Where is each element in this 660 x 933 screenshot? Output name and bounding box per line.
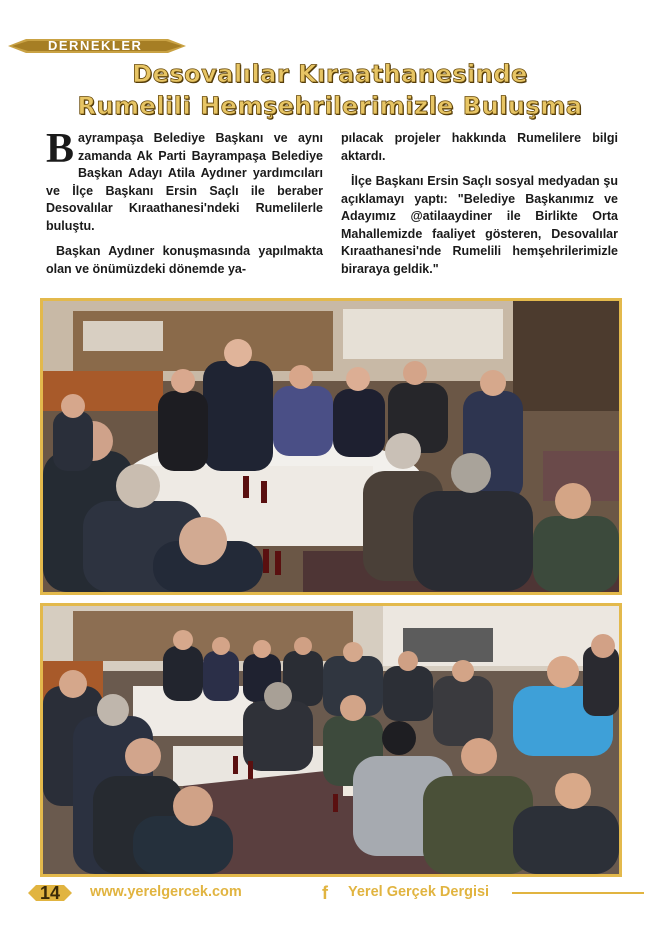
meeting-photo-1 xyxy=(40,298,622,595)
article-column-1 xyxy=(46,126,323,290)
magazine-name: Yerel Gerçek Dergisi xyxy=(348,884,490,900)
paragraph-text: ayrampaşa Belediye Başkanı ve aynı zamanda Ak Parti Bayrampaşa Belediye Başkan Adayı Atila Aydıner yardımcıları ve İlçe Başkanı Ersin Saçlı ile beraber Desovalılar Kıraathanesi'ndeki Rumelilerle buluştu. xyxy=(46,131,323,233)
headline xyxy=(20,58,640,122)
section-label: DERNEKLER xyxy=(48,38,143,53)
article-paragraph: Başkan Aydıner konuşmasında yapılmakta olan ve önümüzdeki dönemde ya- xyxy=(46,244,323,276)
headline-line-2: Rumelili Hemşehrilerimizle Buluşma xyxy=(77,92,583,120)
headline-line-1: Desovalılar Kıraathanesinde xyxy=(132,60,528,88)
article-column-2 xyxy=(341,130,618,290)
article-body xyxy=(46,126,618,290)
article-paragraph: pılacak projeler hakkında Rumelilere bilgi aktardı. xyxy=(341,131,618,163)
dropcap: B xyxy=(46,126,75,172)
article-paragraph: İlçe Başkanı Ersin Saçlı sosyal medyadan şu açıklamayı yaptı: "Belediye Başkanımız ve Adayımız @atilaaydiner ile Birlikte Orta Mahallemizde faaliyet gösteren, Desovalılar Kıraathanesi'nde Rumelili hemşehrilerimizle biraraya geldik." xyxy=(341,174,618,276)
meeting-photo-2-image xyxy=(43,606,619,874)
section-tag xyxy=(8,36,186,56)
facebook-icon[interactable]: f xyxy=(322,883,328,903)
meeting-photo-1-image xyxy=(43,301,619,592)
meeting-photo-2 xyxy=(40,603,622,877)
page-number: 14 xyxy=(39,883,61,903)
website-link[interactable]: www.yerelgercek.com xyxy=(90,884,242,900)
page-footer xyxy=(0,878,660,908)
page-number-badge xyxy=(28,882,72,904)
footer-rule xyxy=(512,892,644,894)
article-paragraph xyxy=(46,126,323,235)
